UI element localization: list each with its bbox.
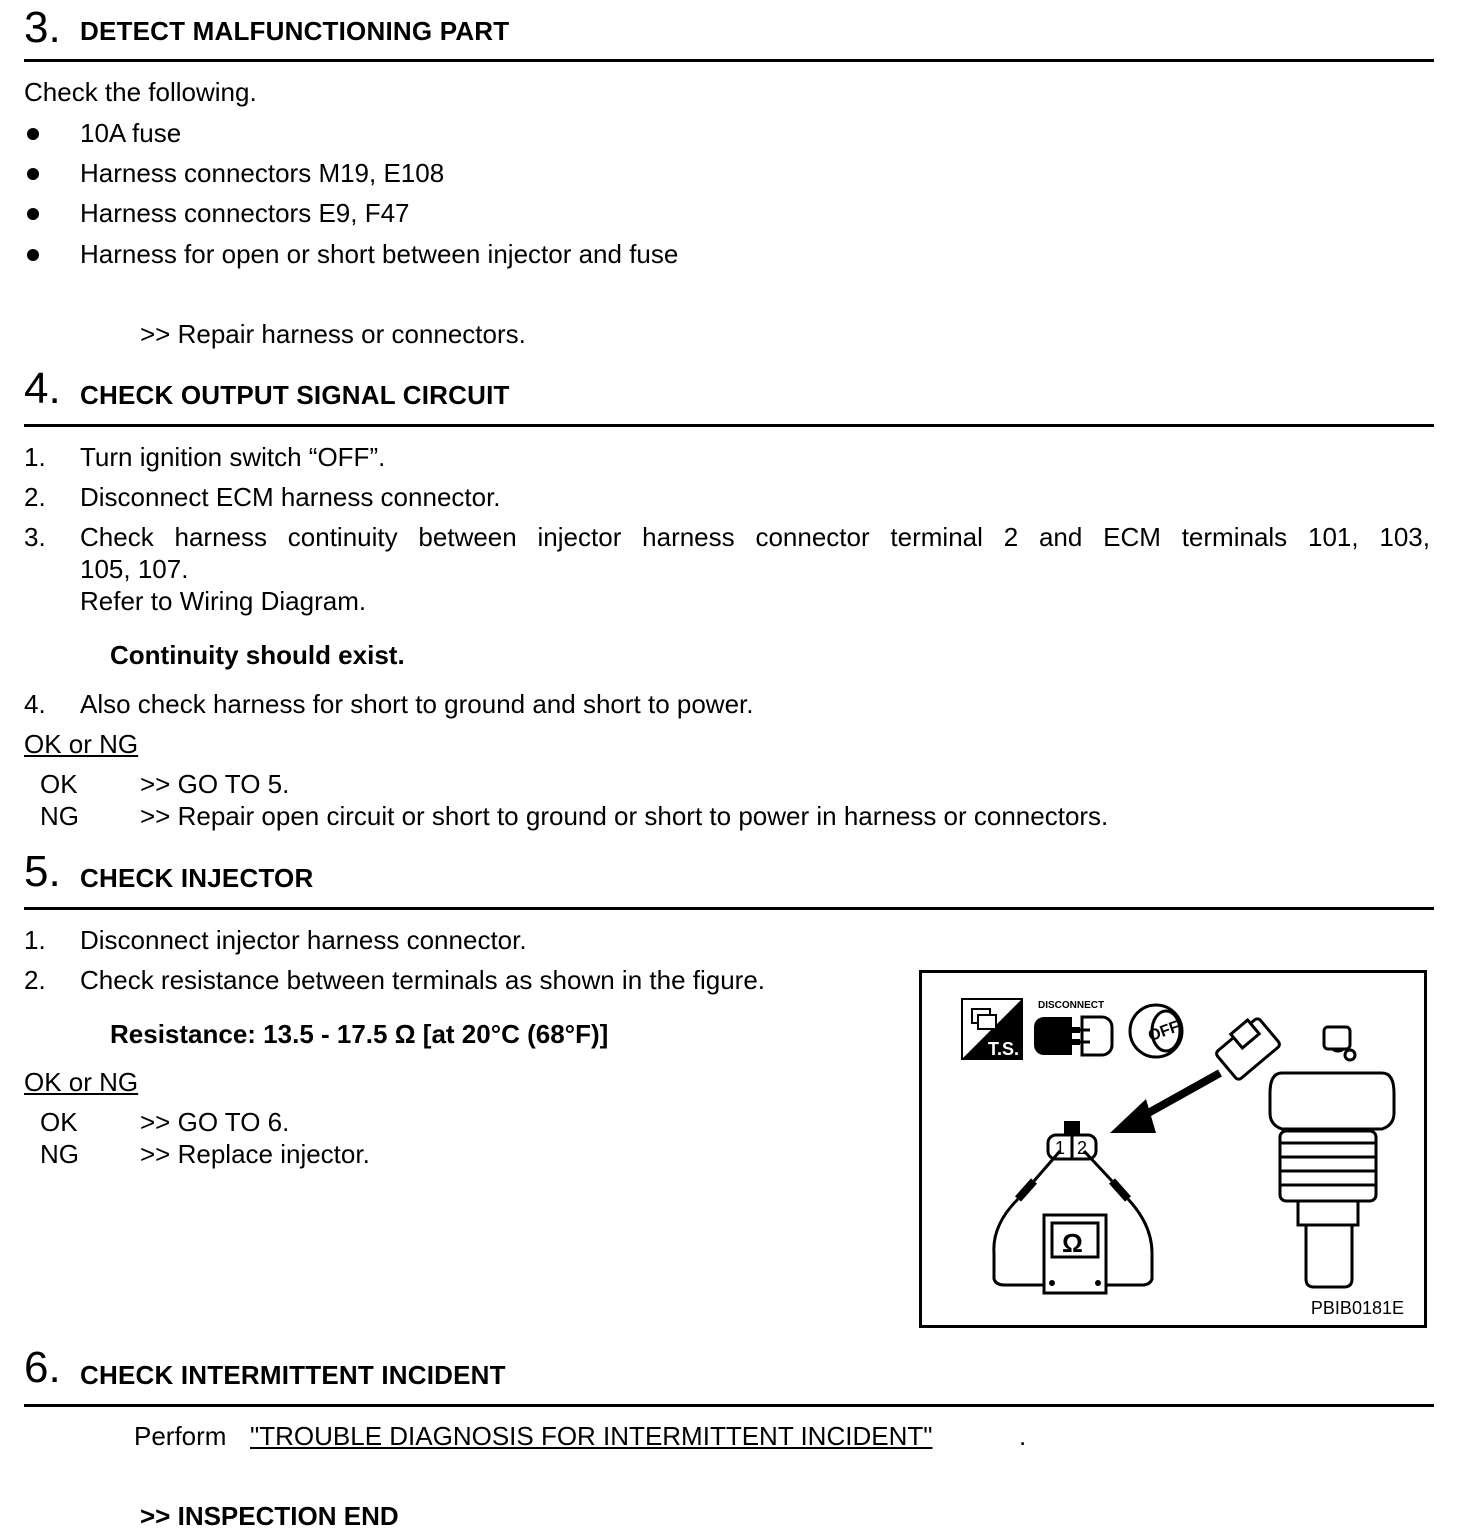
svg-text:T.S.: T.S.	[988, 1039, 1020, 1059]
ok-ng-label: OK or NG	[24, 729, 139, 759]
svg-text:Ω: Ω	[1062, 1228, 1083, 1258]
section-number: 6.	[24, 1343, 61, 1392]
injector-resistance-figure	[919, 970, 1427, 1328]
arrow-icon	[1110, 1073, 1220, 1133]
figure-drawing	[922, 973, 1424, 1325]
step-text: Also check harness for short to ground and short to power.	[80, 689, 754, 719]
list-item: Harness connectors E9, F47	[80, 198, 410, 228]
list-item: Harness connectors M19, E108	[80, 158, 445, 188]
section-divider	[24, 1404, 1434, 1407]
step-text: Turn ignition switch “OFF”.	[80, 442, 386, 472]
bullet-icon	[27, 168, 39, 180]
svg-text:OFF: OFF	[1146, 1018, 1182, 1046]
spec-text: Continuity should exist.	[110, 640, 405, 670]
ng-action: >> Repair open circuit or short to ground or short to power in harness or connectors.	[140, 801, 1109, 831]
figure-code: PBIB0181E	[1310, 1298, 1404, 1318]
ng-action: >> Replace injector.	[140, 1139, 370, 1169]
ok-action: >> GO TO 6.	[140, 1107, 290, 1137]
step-number: 1.	[24, 442, 46, 472]
step-number: 4.	[24, 689, 46, 719]
spec-text: Resistance: 13.5 - 17.5 Ω [at 20°C (68°F)]	[110, 1019, 609, 1049]
step-text: Check harness continuity between injector harness connector terminal 2 and ECM terminals 101, 103,	[80, 522, 1430, 552]
list-item: 10A fuse	[80, 118, 182, 148]
ts-icon	[962, 999, 1022, 1059]
ignition-off-icon	[1130, 1005, 1182, 1057]
step-number: 1.	[24, 925, 46, 955]
ng-label: NG	[40, 1139, 79, 1169]
step-number: 2.	[24, 482, 46, 512]
step-text: Disconnect injector harness connector.	[80, 925, 527, 955]
svg-text:2: 2	[1077, 1138, 1088, 1158]
reference-text: Refer to Wiring Diagram.	[80, 586, 367, 616]
section-title: CHECK OUTPUT SIGNAL CIRCUIT	[80, 380, 510, 410]
section-divider	[24, 424, 1434, 427]
section-number: 3.	[24, 3, 61, 52]
step-text-continued: 105, 107.	[80, 554, 189, 584]
svg-text:DISCONNECT: DISCONNECT	[1038, 1000, 1105, 1011]
perform-suffix: .	[1019, 1421, 1027, 1451]
injector-icon	[1215, 1017, 1394, 1287]
disconnect-icon	[1034, 1000, 1112, 1055]
ok-action: >> GO TO 5.	[140, 769, 290, 799]
bullet-icon	[27, 249, 39, 261]
svg-text:1: 1	[1055, 1138, 1066, 1158]
intermittent-incident-link[interactable]: "TROUBLE DIAGNOSIS FOR INTERMITTENT INCIDENT"	[250, 1421, 933, 1451]
section-title: CHECK INJECTOR	[80, 863, 314, 893]
step-text: Check resistance between terminals as shown in the figure.	[80, 965, 766, 995]
ok-ng-label: OK or NG	[24, 1067, 139, 1097]
step-number: 2.	[24, 965, 46, 995]
list-item: Harness for open or short between injector and fuse	[80, 239, 679, 269]
inspection-end-text: >> INSPECTION END	[140, 1501, 399, 1531]
connector-icon	[1048, 1121, 1096, 1159]
bullet-icon	[27, 128, 39, 140]
ok-label: OK	[40, 1107, 78, 1137]
section-number: 4.	[24, 364, 61, 413]
section-divider	[24, 907, 1434, 910]
ohmmeter-icon	[1044, 1215, 1106, 1293]
perform-prefix: Perform	[134, 1421, 227, 1451]
ok-label: OK	[40, 769, 78, 799]
section-divider	[24, 59, 1434, 62]
step-text: Disconnect ECM harness connector.	[80, 482, 501, 512]
section-title: DETECT MALFUNCTIONING PART	[80, 16, 510, 46]
section-title: CHECK INTERMITTENT INCIDENT	[80, 1360, 506, 1390]
section-number: 5.	[24, 847, 61, 896]
ng-label: NG	[40, 801, 79, 831]
step-number: 3.	[24, 522, 46, 552]
bullet-icon	[27, 208, 39, 220]
result-text: >> Repair harness or connectors.	[140, 319, 526, 349]
intro-text: Check the following.	[24, 77, 257, 107]
